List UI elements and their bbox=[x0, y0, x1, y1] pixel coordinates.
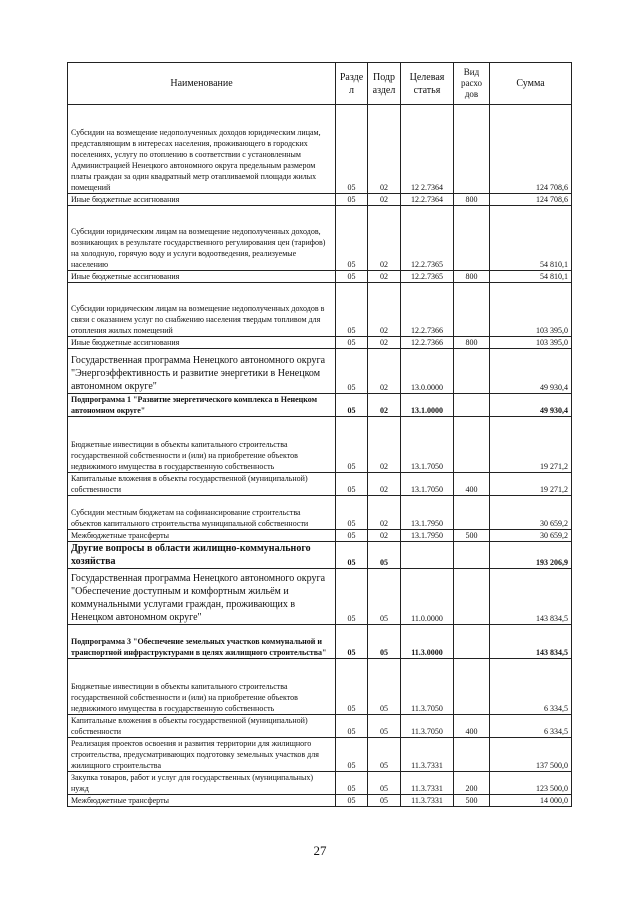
row-subsection: 05 bbox=[368, 542, 401, 569]
header-name: Наименование bbox=[68, 63, 336, 105]
row-subsection: 02 bbox=[368, 530, 401, 542]
row-subsection: 02 bbox=[368, 473, 401, 496]
row-target: 11.3.7050 bbox=[401, 715, 454, 738]
row-amount: 30 659,2 bbox=[490, 530, 572, 542]
row-subsection: 05 bbox=[368, 772, 401, 795]
row-section: 05 bbox=[336, 738, 368, 772]
row-amount: 49 930,4 bbox=[490, 394, 572, 417]
row-section: 05 bbox=[336, 394, 368, 417]
header-amount: Сумма bbox=[490, 63, 572, 105]
row-target: 11.0.0000 bbox=[401, 569, 454, 625]
table-row bbox=[68, 194, 572, 206]
row-name: Иные бюджетные ассигнования bbox=[68, 271, 336, 283]
row-section: 05 bbox=[336, 569, 368, 625]
row-target: 13.1.7950 bbox=[401, 530, 454, 542]
row-target: 13.1.0000 bbox=[401, 394, 454, 417]
table-row bbox=[68, 715, 572, 738]
table-header bbox=[68, 63, 572, 105]
row-expense-type bbox=[454, 542, 490, 569]
table-row bbox=[68, 349, 572, 394]
table-row bbox=[68, 530, 572, 542]
row-amount: 143 834,5 bbox=[490, 625, 572, 659]
row-expense-type: 800 bbox=[454, 194, 490, 206]
row-name: Иные бюджетные ассигнования bbox=[68, 194, 336, 206]
row-subsection: 05 bbox=[368, 795, 401, 807]
row-expense-type bbox=[454, 625, 490, 659]
row-name: Закупка товаров, работ и услуг для государственных (муниципальных) нужд bbox=[68, 772, 336, 795]
row-subsection: 02 bbox=[368, 394, 401, 417]
row-target: 13.1.7050 bbox=[401, 417, 454, 473]
row-subsection: 02 bbox=[368, 496, 401, 530]
table-row bbox=[68, 105, 572, 194]
row-section: 05 bbox=[336, 417, 368, 473]
row-name: Государственная программа Ненецкого автономного округа "Энергоэффективность и развитие энергетики в Ненецком автономном округе" bbox=[68, 349, 336, 394]
row-subsection: 05 bbox=[368, 659, 401, 715]
row-name: Подпрограмма 3 "Обеспечение земельных участков коммунальной и транспортной инфраструктурами в целях жилищного строительства" bbox=[68, 625, 336, 659]
row-amount: 6 334,5 bbox=[490, 659, 572, 715]
row-expense-type bbox=[454, 659, 490, 715]
row-subsection: 05 bbox=[368, 569, 401, 625]
row-section: 05 bbox=[336, 473, 368, 496]
row-amount: 143 834,5 bbox=[490, 569, 572, 625]
row-subsection: 02 bbox=[368, 417, 401, 473]
row-target: 11.3.7331 bbox=[401, 738, 454, 772]
row-section: 05 bbox=[336, 625, 368, 659]
row-subsection: 02 bbox=[368, 271, 401, 283]
row-expense-type bbox=[454, 394, 490, 417]
table-row bbox=[68, 394, 572, 417]
row-amount: 19 271,2 bbox=[490, 473, 572, 496]
table-row bbox=[68, 206, 572, 271]
row-expense-type: 400 bbox=[454, 473, 490, 496]
row-target: 11.3.0000 bbox=[401, 625, 454, 659]
row-amount: 19 271,2 bbox=[490, 417, 572, 473]
table-row bbox=[68, 473, 572, 496]
row-name: Капитальные вложения в объекты государственной (муниципальной) собственности bbox=[68, 715, 336, 738]
row-section: 05 bbox=[336, 283, 368, 337]
row-name: Государственная программа Ненецкого автономного округа "Обеспечение доступным и комфортным жильём и коммунальными услугами граждан, проживающих в Ненецком автономном округе" bbox=[68, 569, 336, 625]
row-name: Субсидии юридическим лицам на возмещение недополученных доходов, возникающих в результате государственного регулирования цен (тарифов) на холодную, горячую воду и услуги водоотведения, реализуемые населению bbox=[68, 206, 336, 271]
table-row bbox=[68, 337, 572, 349]
header-section: Разде л bbox=[336, 63, 368, 105]
row-subsection: 02 bbox=[368, 105, 401, 194]
table-row bbox=[68, 496, 572, 530]
row-section: 05 bbox=[336, 659, 368, 715]
row-target bbox=[401, 542, 454, 569]
header-target: Целевая статья bbox=[401, 63, 454, 105]
row-target: 13.1.7050 bbox=[401, 473, 454, 496]
row-expense-type: 800 bbox=[454, 337, 490, 349]
row-section: 05 bbox=[336, 542, 368, 569]
row-amount: 137 500,0 bbox=[490, 738, 572, 772]
row-expense-type: 800 bbox=[454, 271, 490, 283]
row-amount: 54 810,1 bbox=[490, 206, 572, 271]
row-amount: 124 708,6 bbox=[490, 105, 572, 194]
row-subsection: 02 bbox=[368, 337, 401, 349]
row-expense-type bbox=[454, 105, 490, 194]
row-section: 05 bbox=[336, 206, 368, 271]
row-section: 05 bbox=[336, 795, 368, 807]
row-target: 12.2.7366 bbox=[401, 283, 454, 337]
row-name: Субсидии местным бюджетам на софинансирование строительства объектов капитального строительства муниципальной собственности bbox=[68, 496, 336, 530]
row-expense-type bbox=[454, 417, 490, 473]
table-row bbox=[68, 271, 572, 283]
row-amount: 124 708,6 bbox=[490, 194, 572, 206]
row-name: Бюджетные инвестиции в объекты капитального строительства государственной собственности и (или) на приобретение объектов недвижимого имущества в государственную собственность bbox=[68, 417, 336, 473]
row-subsection: 02 bbox=[368, 194, 401, 206]
table-row bbox=[68, 738, 572, 772]
row-target: 11.3.7331 bbox=[401, 772, 454, 795]
row-section: 05 bbox=[336, 349, 368, 394]
row-section: 05 bbox=[336, 715, 368, 738]
row-name: Субсидии юридическим лицам на возмещение недополученных доходов в связи с оказанием услуг по снабжению населения твердым топливом для отопления жилых помещений bbox=[68, 283, 336, 337]
row-expense-type: 200 bbox=[454, 772, 490, 795]
row-section: 05 bbox=[336, 194, 368, 206]
table-row bbox=[68, 795, 572, 807]
row-expense-type: 500 bbox=[454, 795, 490, 807]
row-target: 12.2.7365 bbox=[401, 271, 454, 283]
row-expense-type: 500 bbox=[454, 530, 490, 542]
row-amount: 14 000,0 bbox=[490, 795, 572, 807]
row-target: 12 2.7364 bbox=[401, 105, 454, 194]
row-target: 12.2.7366 bbox=[401, 337, 454, 349]
row-expense-type bbox=[454, 206, 490, 271]
row-amount: 49 930,4 bbox=[490, 349, 572, 394]
row-subsection: 02 bbox=[368, 283, 401, 337]
row-target: 12.2.7365 bbox=[401, 206, 454, 271]
row-name: Реализация проектов освоения и развития территории для жилищного строительства, предусматривающих подготовку земельных участков для жилищного строительства bbox=[68, 738, 336, 772]
row-target: 11.3.7331 bbox=[401, 795, 454, 807]
row-section: 05 bbox=[336, 772, 368, 795]
row-amount: 193 206,9 bbox=[490, 542, 572, 569]
row-name: Подпрограмма 1 "Развитие энергетического комплекса в Ненецком автономном округе" bbox=[68, 394, 336, 417]
row-amount: 103 395,0 bbox=[490, 283, 572, 337]
row-subsection: 05 bbox=[368, 738, 401, 772]
row-name: Межбюджетные трансферты bbox=[68, 795, 336, 807]
row-name: Межбюджетные трансферты bbox=[68, 530, 336, 542]
row-expense-type bbox=[454, 349, 490, 394]
row-expense-type bbox=[454, 496, 490, 530]
table-row bbox=[68, 542, 572, 569]
page-number: 27 bbox=[313, 843, 327, 858]
header-subsection: Подр аздел bbox=[368, 63, 401, 105]
row-amount: 30 659,2 bbox=[490, 496, 572, 530]
row-target: 13.0.0000 bbox=[401, 349, 454, 394]
table-row bbox=[68, 283, 572, 337]
row-subsection: 05 bbox=[368, 715, 401, 738]
row-section: 05 bbox=[336, 496, 368, 530]
budget-table bbox=[67, 62, 572, 807]
row-target: 13.1.7950 bbox=[401, 496, 454, 530]
row-expense-type: 400 bbox=[454, 715, 490, 738]
table-row bbox=[68, 625, 572, 659]
table-row bbox=[68, 659, 572, 715]
table-row bbox=[68, 772, 572, 795]
row-section: 05 bbox=[336, 271, 368, 283]
row-section: 05 bbox=[336, 530, 368, 542]
row-name: Иные бюджетные ассигнования bbox=[68, 337, 336, 349]
row-expense-type bbox=[454, 738, 490, 772]
row-amount: 103 395,0 bbox=[490, 337, 572, 349]
row-name: Капитальные вложения в объекты государственной (муниципальной) собственности bbox=[68, 473, 336, 496]
row-amount: 6 334,5 bbox=[490, 715, 572, 738]
row-section: 05 bbox=[336, 105, 368, 194]
row-expense-type bbox=[454, 569, 490, 625]
row-section: 05 bbox=[336, 337, 368, 349]
row-subsection: 02 bbox=[368, 206, 401, 271]
row-name: Другие вопросы в области жилищно-коммунального хозяйства bbox=[68, 542, 336, 569]
row-subsection: 05 bbox=[368, 625, 401, 659]
table-body bbox=[68, 105, 572, 807]
row-target: 11.3.7050 bbox=[401, 659, 454, 715]
row-subsection: 02 bbox=[368, 349, 401, 394]
header-expense-type: Вид расхо дов bbox=[454, 63, 490, 105]
row-expense-type bbox=[454, 283, 490, 337]
table-row bbox=[68, 417, 572, 473]
row-target: 12.2.7364 bbox=[401, 194, 454, 206]
row-amount: 54 810,1 bbox=[490, 271, 572, 283]
row-name: Субсидии на возмещение недополученных доходов юридическим лицам, представляющим в интересах населения, проживающего в городских поселениях, услугу по отоплению в соответствии с установленным Администрацией Ненецкого автономного округа предельным размером платы граждан за один квадратный метр отапливаемой площади жилых помещений bbox=[68, 105, 336, 194]
row-name: Бюджетные инвестиции в объекты капитального строительства государственной собственности и (или) на приобретение объектов недвижимого имущества в государственную собственность bbox=[68, 659, 336, 715]
row-amount: 123 500,0 bbox=[490, 772, 572, 795]
table-row bbox=[68, 569, 572, 625]
